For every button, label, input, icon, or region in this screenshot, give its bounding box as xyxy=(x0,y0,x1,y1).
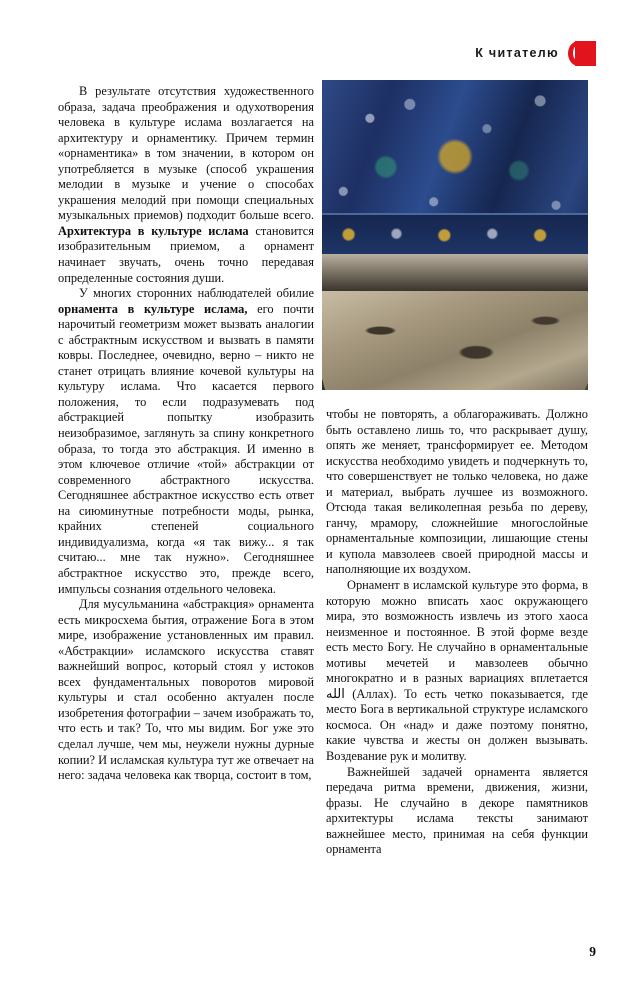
article-photo xyxy=(322,80,588,390)
body-text: Для мусульманина «абстракция» орнамента есть микросхема бытия, отражение Бога в этом мире, изображение установленных им правил. «Абстракции» исламского искусства ставят важнейший вопрос, который стоял у истоков всех фундаментальных поворотов мировой культуры и стал особенно актуален после изобретения фотографии – зачем изображать то, что есть и так? То, что мы видим. Бог уже это сделал лучше, чем мы, неужели нужны дурные копии? И исламская культура тут же отвечает на него: задача человека как творца, состоит в том, xyxy=(58,597,314,783)
page-title: К читателю xyxy=(475,46,559,60)
body-paragraph xyxy=(58,286,314,597)
body-text: Орнамент в исламской культуре это форма, в которую можно вписать хаос окружающего мира, это возможность извлечь из этого хаоса неизменное и постоянное. В этой форме везде есть место Богу. Не случайно в орнаментальные мотивы мечетей и мавзолеев обычно многократно и в разных вариациях вплетается xyxy=(326,578,588,686)
body-paragraph xyxy=(326,578,588,765)
body-text: У многих сторонних наблюдателей обилие xyxy=(79,286,314,301)
crescent-logo-icon xyxy=(568,41,596,66)
page-number: 9 xyxy=(589,944,596,959)
text-column-right xyxy=(326,407,588,858)
photo-calligraphy-carving-region xyxy=(322,291,588,390)
body-paragraph xyxy=(326,407,588,578)
body-text: его почти нарочитый геометризм может вызвать аналогии с абстрактным искусством и вызвать в памяти ковры. Последнее, очевидно, верно – никто не станет отрицать влияние кочевой культуры на культуру ислама. Что касается первого положения, то если подразумевать под абстракцией попытку изобразить неизобразимое, заглянуть за спину конкретного образа, то тогда это абстракция. И именно в этом ключевое отличие «той» абстракции от современного абстрактного искусства. Сегодняшнее абстрактное искусство есть ответ на сиюминутные потребности моды, рынка, крайних степеней социального индивидуализма, когда «я так вижу... я так считаю... мне так нужно». Сегодняшнее абстрактное искусство это, прежде всего, импульсы сознания отдельного человека. xyxy=(58,301,314,596)
page-header xyxy=(475,38,596,68)
body-text: Важнейшей задачей орнамента является передача ритма времени, движения, жизни, фразы. Не случайно в декоре памятников архитектуры ислама тексты занимают важнейшее место, принимая на себя функции орнамента xyxy=(326,764,588,857)
body-text: (Аллах). То есть четко показывается, где место Бога в вертикальной структуре исламского космоса. Он «над» и даже поэтому понятно, какие чувства и жесты он должен вызывать. Воздевание рук и молитву. xyxy=(326,686,588,764)
body-text: чтобы не повторять, а облагораживать. Должно быть оставлено лишь то, что раскрывает душу, опять же меняет, трансформирует ее. Методом искусства необходимо увидеть и подчеркнуть то, что совершенствует не только человека, но даже и материал, выбрать лучшее из возможного. Отсюда такая великолепная резьба по дереву, ганчу, мрамору, сложнейшие многослойные орнаментальные композиции, лишающие стены и купола мавзолеев своей природной массы и наполняющие их воздухом. xyxy=(326,407,588,577)
photo-tilework-region xyxy=(322,80,588,254)
body-text: становится изобразительным приемом, а орнамент начинает звучать, очень точно передавая определенные состояния души. xyxy=(58,223,314,285)
body-paragraph xyxy=(58,84,314,286)
body-paragraph xyxy=(58,597,314,784)
arabic-allah-text: الله xyxy=(326,686,345,702)
body-paragraph xyxy=(326,765,588,858)
body-text: В результате отсутствия художественного образа, задача преображения и одухотворения человека в культуре ислама возлагается на архитектуру и орнаментику. Причем термин «орнаментика» в том значении, в котором он употребляется в музыке (способ украшения мелодии в музыке и учение о способах украшения мелодий при помощи специальных музыкальных приемов) подходит больше всего. xyxy=(58,84,314,223)
photo-stone-ledge-region xyxy=(322,254,588,291)
emphasis-text: Архитектура в культуре ислама xyxy=(58,223,249,238)
text-column-left xyxy=(58,84,314,784)
crescent-block xyxy=(575,41,596,66)
emphasis-text: орнамента в культуре ислама, xyxy=(58,301,248,316)
